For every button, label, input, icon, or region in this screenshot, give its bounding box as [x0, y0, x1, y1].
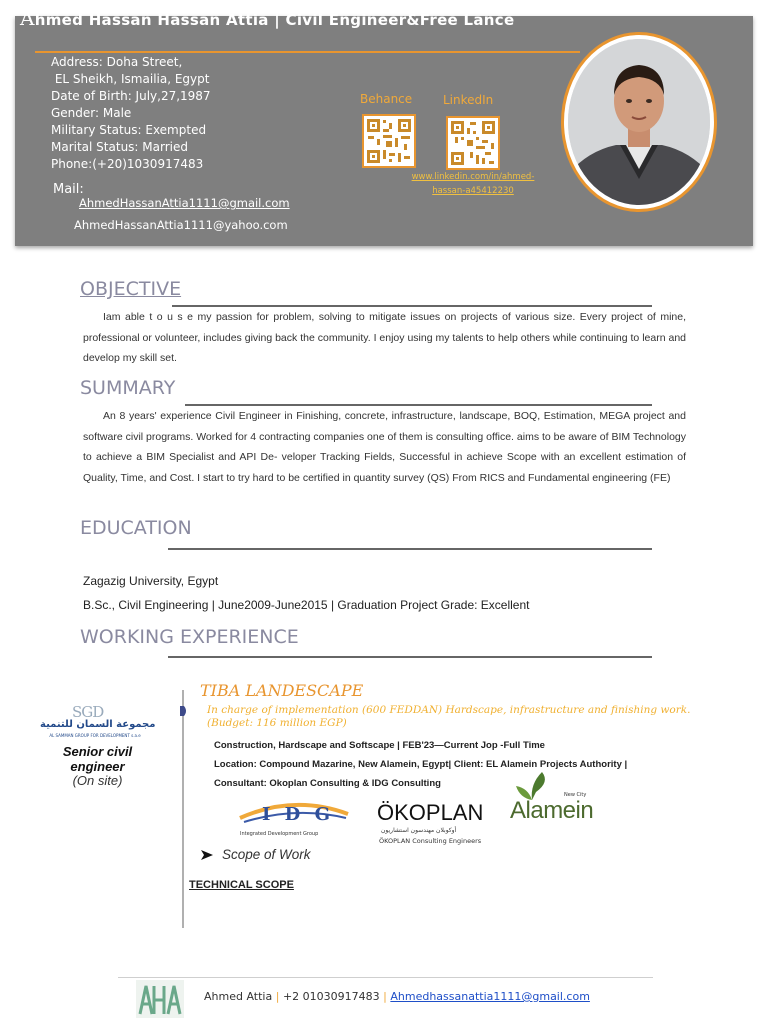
- company-logo: [36, 705, 154, 741]
- footer-contact: [204, 990, 590, 1003]
- job-line-type: Construction, Hardscape and Softscape | FEB'23—Current Jop -Full Time: [214, 740, 545, 751]
- okoplan-arabic: أوكوبلان مهندسون استشاريون: [381, 827, 457, 834]
- qr-icon: [449, 119, 497, 167]
- idg-logo: [236, 800, 352, 840]
- company-logo-english: AL SAMMAN GROUP FOR DEVELOPMENT s.a.e: [49, 733, 141, 738]
- alamein-wordmark: Alamein: [510, 797, 594, 824]
- experience-heading: WORKING EXPERIENCE: [80, 626, 299, 648]
- email-yahoo: AhmedHassanAttia1111@yahoo.com: [74, 218, 288, 232]
- footer-phone: +2 01030917483: [282, 990, 380, 1003]
- info-address-1: Address: Doha Street,: [51, 55, 183, 69]
- footer-email-link[interactable]: Ahmedhassanattia1111@gmail.com: [390, 990, 590, 1003]
- technical-scope-heading: TECHNICAL SCOPE: [189, 879, 294, 891]
- footer-separator: |: [275, 990, 280, 1003]
- footer-divider: [118, 977, 653, 978]
- education-divider: [168, 548, 652, 550]
- idg-subtitle: Integrated Development Group: [240, 831, 319, 837]
- header-divider: [35, 51, 580, 53]
- header-name-title: [20, 6, 514, 30]
- idg-letters: I D G: [262, 804, 334, 825]
- footer-separator-2: |: [383, 990, 387, 1003]
- scope-of-work-heading: Scope of Work: [222, 847, 311, 862]
- objective-text: Iam able t o u s e my passion for problem, solving to mitigate issues on projects of various size. Every project of mine, professional or volunteer, includes giving back the community. I enjoy using my talents to help others while continuing to learn and develop my skill set.: [83, 311, 686, 364]
- info-phone: Phone:(+20)1030917483: [51, 157, 204, 171]
- linkedin-url-link[interactable]: [398, 170, 548, 198]
- education-university: Zagazig University, Egypt: [83, 574, 219, 588]
- linkedin-url-line-1: www.linkedin.com/in/ahmed-: [411, 172, 535, 182]
- name-rest: hmed Hassan Hassan Attia | Civil Engineer&Free Lance: [34, 11, 515, 29]
- job-title: TIBA LANDESCAPE: [200, 681, 364, 700]
- arrow-right-icon: [200, 849, 214, 861]
- company-logo-mark: SGD: [72, 703, 104, 721]
- timeline-bullet-icon: [178, 705, 188, 717]
- name-initial: A: [20, 6, 35, 30]
- linkedin-label: LinkedIn: [443, 93, 494, 107]
- job-description: In charge of implementation (600 FEDDAN) Hardscape, infrastructure and finishing work. (Budget: 116 million EGP): [207, 704, 691, 729]
- ahha-monogram-logo: [136, 980, 184, 1018]
- info-address-2: EL Sheikh, Ismailia, Egypt: [51, 72, 210, 86]
- linkedin-url-line-2: hassan-a45412230: [432, 186, 514, 196]
- mail-label: Mail:: [53, 182, 84, 197]
- okoplan-wordmark: ÖKOPLAN: [377, 800, 484, 825]
- profile-photo: [568, 39, 710, 205]
- job-role-site: (On site): [72, 773, 123, 788]
- footer-name: Ahmed Attia: [204, 990, 273, 1003]
- summary-text: An 8 years' experience Civil Engineer in Finishing, concrete, infrastructure, landscape, BOQ, Estimation, MEGA project and software civil programs. Worked for 4 contracting companies one of them is consulting office. aims to be aware of BIM Technology to achieve a BIM Specialist and API De- veloper Tracking Fields, Successful in achieve Scope with an excellent estimation of Quality, Time, and Cost. I start to try hard to be certified in quantity survey (QS) From RICS and Fundamental engineering (FE): [83, 410, 686, 484]
- info-military: Military Status: Exempted: [51, 123, 207, 137]
- qr-icon: [365, 117, 413, 165]
- portrait-illustration: [568, 39, 710, 205]
- behance-qr-code[interactable]: [362, 114, 416, 168]
- info-gender: Gender: Male: [51, 106, 132, 120]
- job-line-location: Location: Compound Mazarine, New Alamein, Egypt| Client: EL Alamein Projects Authority |: [214, 759, 628, 770]
- info-dob: Date of Birth: July,27,1987: [51, 89, 211, 103]
- timeline-line: [182, 690, 184, 928]
- education-degree: B.Sc., Civil Engineering | June2009-June2015 | Graduation Project Grade: Excellent: [83, 598, 530, 612]
- leaf-icon: [512, 770, 552, 800]
- summary-heading: SUMMARY: [80, 377, 176, 399]
- okoplan-subtitle: ÖKOPLAN Consulting Engineers: [379, 837, 482, 845]
- okoplan-logo: [377, 800, 489, 848]
- behance-label: Behance: [360, 92, 413, 106]
- alamein-logo: [508, 770, 636, 826]
- info-marital: Marital Status: Married: [51, 140, 188, 154]
- linkedin-qr-code[interactable]: [446, 116, 500, 170]
- education-heading: EDUCATION: [80, 517, 192, 539]
- experience-divider: [168, 656, 652, 658]
- job-line-consultant: Consultant: Okoplan Consulting & IDG Consulting: [214, 778, 441, 789]
- email-gmail-link[interactable]: AhmedHassanAttia1111@gmail.com: [79, 196, 290, 210]
- alamein-small-text: New City: [564, 792, 587, 798]
- objective-heading: OBJECTIVE: [80, 278, 182, 300]
- company-logo-arabic: مجموعة السمان للتنمية: [40, 719, 156, 730]
- job-role: Senior civil engineer: [62, 744, 133, 774]
